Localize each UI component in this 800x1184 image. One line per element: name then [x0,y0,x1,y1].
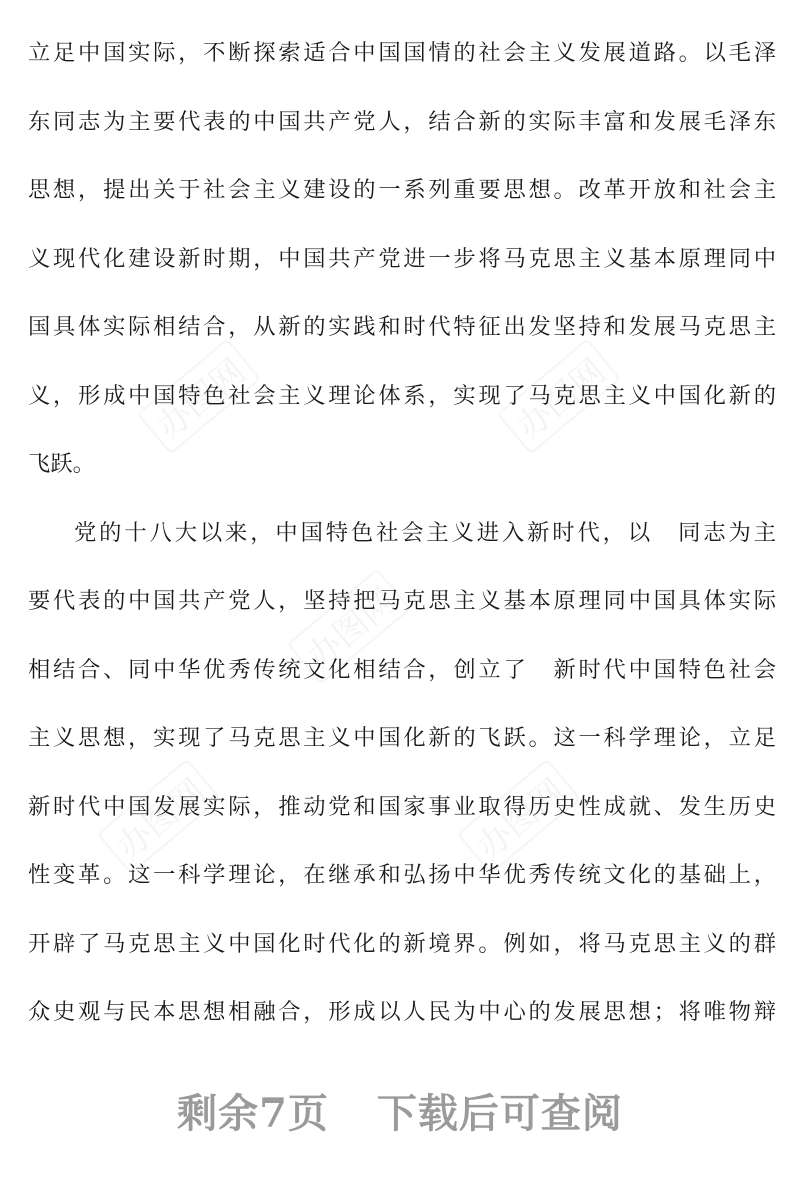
text-line: 相结合、同中华优秀传统文化相结合，创立了 新时代中国特色社会 [28,656,776,683]
watermark: 办图网 [457,758,581,874]
watermark: 办图网 [137,338,261,454]
paragraph-2 [28,499,776,1047]
text-line: 国具体实际相结合，从新的实践和时代特征出发坚持和发展马克思主 [28,314,776,340]
text-line: 义现代化建设新时期，中国共产党进一步将马克思主义基本原理同中 [28,245,776,272]
remaining-pages-label: 剩余7页 [177,1090,329,1137]
text-line: 要代表的中国共产党人，坚持把马克思主义基本原理同中国具体实际 [28,588,776,614]
text-line: 东同志为主要代表的中国共产党人，结合新的实际丰富和发展毛泽东 [28,108,776,135]
watermark: 办图网 [287,568,411,684]
text-line: 飞跃。 [28,451,95,477]
text-line: 立足中国实际，不断探索适合中国国情的社会主义发展道路。以毛泽 [28,40,776,66]
text-line: 义，形成中国特色社会主义理论体系，实现了马克思主义中国化新的 [28,382,776,409]
text-line: 思想，提出关于社会主义建设的一系列重要思想。改革开放和社会主 [28,177,776,203]
watermark: 办图网 [497,338,621,454]
watermark: 办图网 [97,758,221,874]
text-line: 主义思想，实现了马克思主义中国化新的飞跃。这一科学理论，立足 [28,725,776,751]
text-line: 众史观与民本思想相融合，形成以人民为中心的发展思想；将唯物辩 [28,999,776,1025]
document-body [28,19,776,1047]
text-line: 新时代中国发展实际，推动党和国家事业取得历史性成就、发生历史 [28,793,776,820]
paragraph-1 [28,19,776,499]
download-banner[interactable] [0,1082,800,1139]
download-hint-label: 下载后可查阅 [376,1090,623,1137]
text-line: 党的十八大以来，中国特色社会主义进入新时代，以 同志为主 [74,519,776,546]
text-line: 性变革。这一科学理论，在继承和弘扬中华优秀传统文化的基础上， [28,862,776,888]
text-line: 开辟了马克思主义中国化时代化的新境界。例如，将马克思主义的群 [28,930,776,957]
